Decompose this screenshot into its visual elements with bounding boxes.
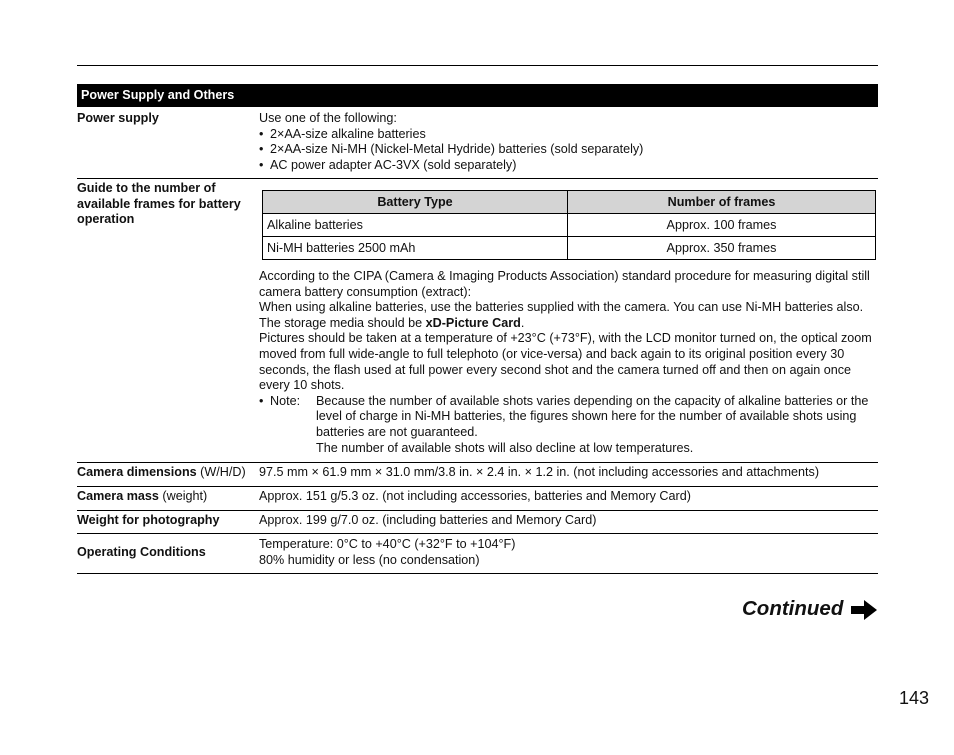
frames-table	[262, 190, 876, 260]
continued-label: Continued	[742, 597, 844, 620]
note-text: Because the number of available shots varies depending on the capacity of alkaline batteries or the level of charge in Ni-MH batteries, the figures shown here for the number of available shots using batteries are not guaranteed.	[316, 393, 869, 439]
dimensions-label-bold: Camera dimensions	[77, 465, 197, 479]
dimensions-value: 97.5 mm × 61.9 mm × 31.0 mm/3.8 in. × 2.4 in. × 1.2 in. (not including accessories and attachments)	[259, 465, 820, 479]
operating-line: 80% humidity or less (no condensation)	[259, 552, 480, 567]
note-head: • Note:	[270, 393, 301, 408]
table-cell: Approx. 350 frames	[568, 237, 876, 260]
dimensions-row	[77, 465, 878, 485]
table-cell: Ni-MH batteries 2500 mAh	[263, 237, 568, 260]
dimensions-label-unit: (W/H/D)	[196, 465, 246, 479]
operating-label: Operating Conditions	[77, 545, 206, 559]
list-item: • 2×AA-size Ni-MH (Nickel-Metal Hydride) batteries (sold separately)	[259, 142, 877, 158]
right-arrow-icon	[851, 600, 877, 620]
note-body	[270, 394, 878, 456]
cipa-paragraph: Pictures should be taken at a temperature of +23°C (+73°F), with the LCD monitor turned on, the optical zoom moved from full wide-angle to full telephoto (or vice-versa) and back again to its original position every 30 seconds, the flash used at full power every second shot and the camera turned off and then on again once every 10 shots.	[259, 331, 872, 393]
section-title: Power Supply and Others	[77, 84, 878, 107]
mass-label-bold: Camera mass	[77, 489, 159, 503]
cipa-paragraph	[259, 300, 878, 331]
dimensions-label	[77, 465, 267, 481]
note-text: The number of available shots will also decline at low temperatures.	[316, 440, 694, 455]
mass-label	[77, 489, 257, 505]
table-header: Number of frames	[568, 191, 876, 214]
power-supply-label: Power supply	[77, 111, 159, 125]
media-name: xD-Picture Card	[425, 315, 521, 330]
table-row	[263, 237, 876, 260]
row-divider	[77, 533, 878, 534]
cipa-text-span: When using alkaline batteries, use the batteries supplied with the camera. You can use Ni-MH batteries also. The storage media should be	[259, 300, 864, 330]
list-item: • 2×AA-size alkaline batteries	[259, 127, 877, 143]
power-supply-value	[259, 111, 877, 173]
operating-value	[259, 537, 877, 568]
row-divider	[77, 486, 878, 487]
cipa-text	[259, 269, 878, 456]
row-divider	[77, 510, 878, 511]
table-row	[263, 214, 876, 237]
weight-photo-row	[77, 513, 878, 533]
operating-line: Temperature: 0°C to +40°C (+32°F to +104°F)	[259, 537, 516, 551]
weight-photo-value: Approx. 199 g/7.0 oz. (including batteries and Memory Card)	[259, 513, 597, 527]
operating-row	[77, 537, 878, 571]
top-rule	[77, 65, 878, 66]
power-supply-row	[77, 111, 878, 173]
table-cell: Alkaline batteries	[263, 214, 568, 237]
mass-label-unit: (weight)	[158, 489, 208, 503]
page-number: 143	[899, 688, 930, 708]
table-header: Battery Type	[263, 191, 568, 214]
table-header-row	[263, 191, 876, 214]
bottom-rule	[77, 573, 878, 574]
battery-guide-label: Guide to the number of available frames for battery operation	[77, 181, 241, 226]
row-divider	[77, 178, 878, 179]
power-supply-intro: Use one of the following:	[259, 111, 397, 125]
cipa-text-span: .	[520, 315, 525, 330]
note-item	[259, 394, 878, 456]
weight-photo-label: Weight for photography	[77, 513, 220, 527]
row-divider	[77, 462, 878, 463]
table-cell: Approx. 100 frames	[568, 214, 876, 237]
cipa-paragraph: According to the CIPA (Camera & Imaging Products Association) standard procedure for measuring digital still camera battery consumption (extract):	[259, 269, 870, 299]
mass-value: Approx. 151 g/5.3 oz. (not including accessories, batteries and Memory Card)	[259, 489, 691, 503]
list-item: • AC power adapter AC-3VX (sold separately)	[259, 158, 877, 174]
mass-row	[77, 489, 878, 509]
